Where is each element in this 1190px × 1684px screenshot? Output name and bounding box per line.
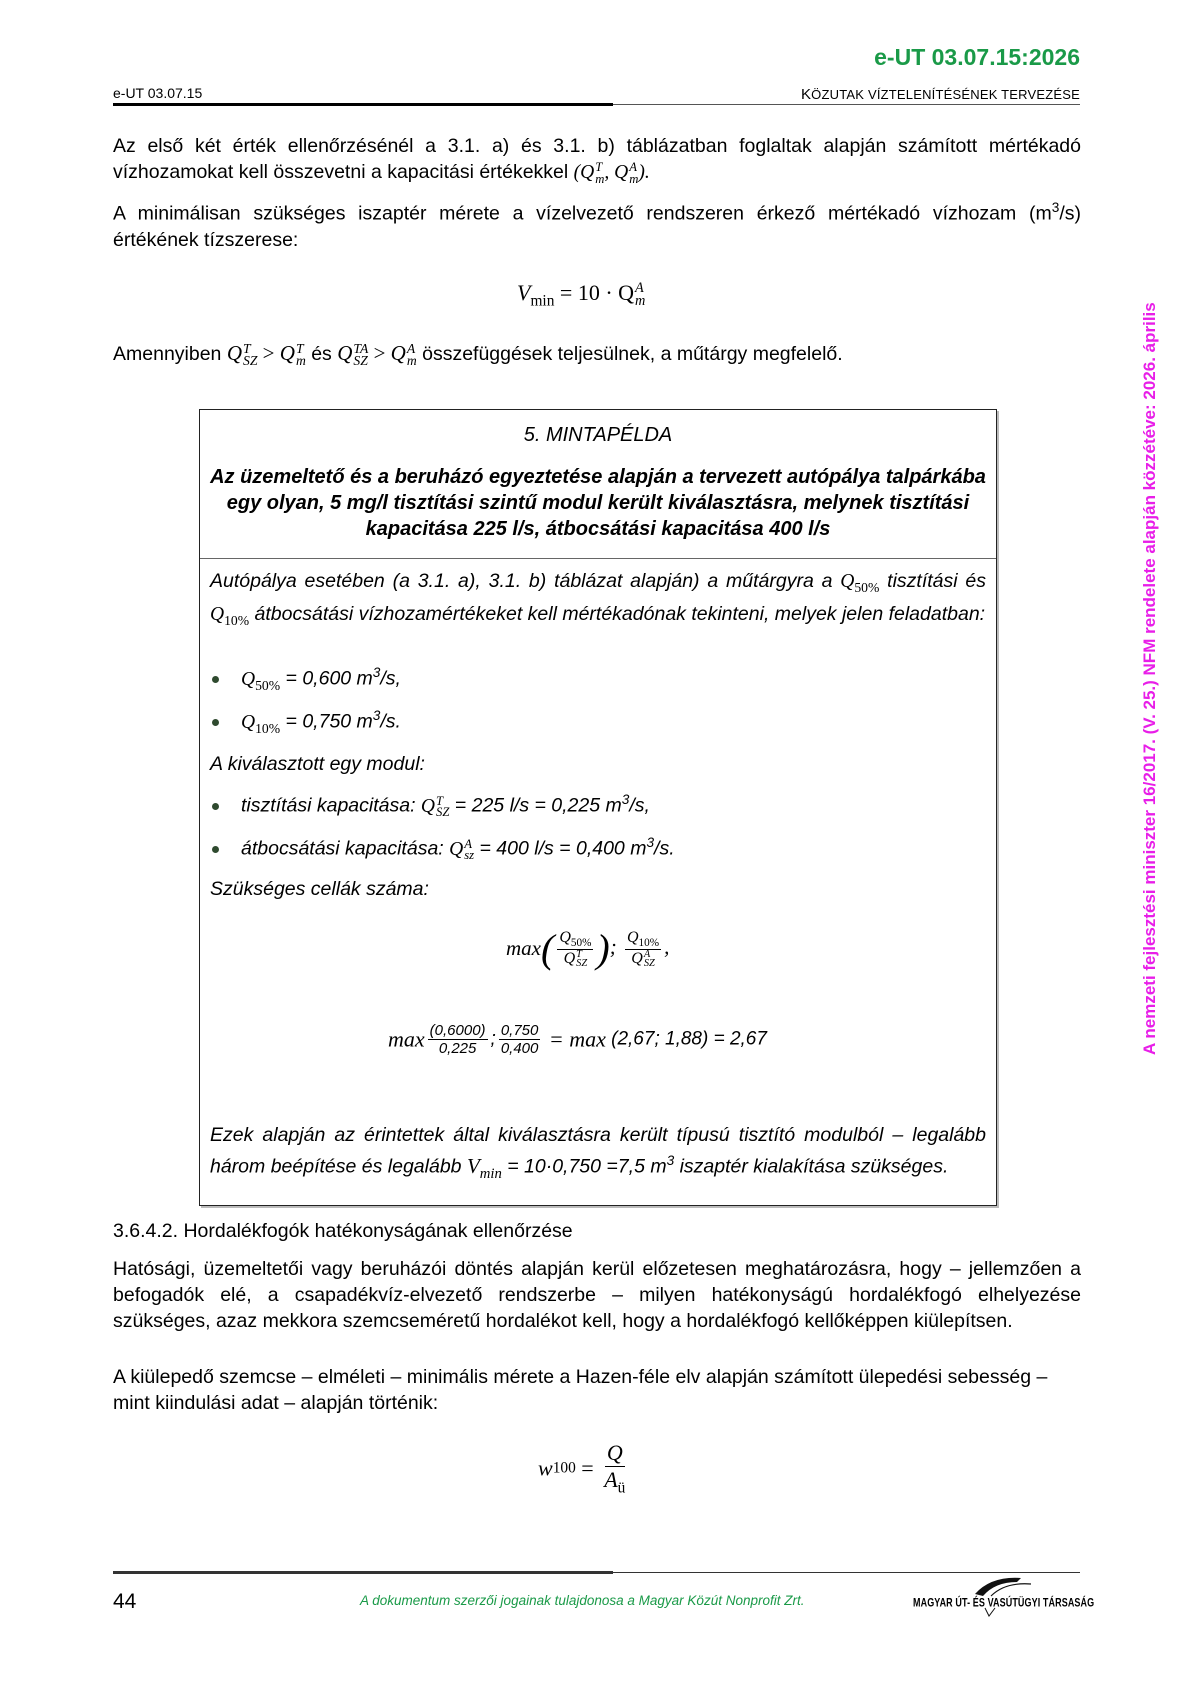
header-rule	[113, 104, 1080, 105]
bullet-dot-icon	[212, 719, 219, 726]
page-number: 44	[113, 1590, 137, 1613]
logo-text: MAGYAR ÚT- ÉS VASÚTÜGYI TÁRSASÁG	[913, 1596, 1095, 1609]
paragraph-text: Az első két érték ellenőrzésénél a 3.1. a) és 3.1. b) táblázatban foglaltak alapján számított mértékadó vízhozamokat kell összevetni a kapacitási értékekkel	[113, 135, 1081, 183]
example-intro: Autópálya esetében (a 3.1. a), 3.1. b) táblázat alapján) a műtárgyra a $Q_{50\%}$ tisztítási és $Q_{10\%}$ átbocsátási vízhozamértékeket kell mértékadónak tekinteni, melyek jelen feladatban:	[210, 570, 986, 628]
paragraph-condition: Amennyiben Q T SZ > Q T m és Q TA SZ > Q A m összefüggések teljesülnek, a műtárgy megfelelő.	[113, 340, 843, 369]
formula-vmin: $V_{min} = 10 \cdot Q$ A m	[517, 280, 646, 310]
example-intro-bold: Az üzemeltető és a beruházó egyeztetése alapján a tervezett autópálya talpárkába egy olyan, 5 mg/l tisztítási szintű modul került kiválasztásra, melynek tisztítási kapacitása 225 l/s, átbocsátási kapacitása 400 l/s	[210, 466, 986, 540]
bullet-dot-icon	[212, 846, 219, 853]
header-doc-id: e-UT 03.07.15	[113, 85, 203, 101]
capacity-formula: (Q T m , Q A m ).	[573, 160, 650, 186]
header-doc-title	[801, 86, 1080, 103]
example-divider	[200, 558, 996, 559]
formula-max-symbolic: max( $Q_{50\%}$ Q T SZ ); $Q_{10\%}$ Q A SZ ,	[506, 926, 670, 971]
standard-code: e-UT 03.07.15:2026	[874, 44, 1080, 70]
copyright-notice: A dokumentum szerzői jogainak tulajdonosa a Magyar Közút Nonprofit Zrt.	[360, 1593, 805, 1608]
bullet-q10: $Q_{10\%} = 0,750$ $m^3/s$.	[212, 708, 401, 736]
header-title-rest: ÖZUTAK VÍZTELENÍTÉSÉNEK TERVEZÉSE	[811, 87, 1080, 102]
bullet-throughput-capacity: átbocsátási kapacitása: Q A sz = 400 l/s = 0,400 $m^3/s$.	[212, 835, 675, 861]
formula-max-numeric: max $\frac{(0,6000)}{0,225}$ ; $\frac{0,750}{0,400}$ = max (2,67; 1,88) = 2,67	[388, 1022, 767, 1057]
example-conclusion: Ezek alapján az érintettek által kiválasztásra került típusú tisztító modulból – legalább három beépítése és legalább $V_{min} = 10\cdot 0,750 =7,5$ $m^3$ iszaptér kialakítása szükséges.	[210, 1124, 986, 1182]
header-title-initial: K	[800, 86, 812, 103]
bullet-q50: $Q_{50\%} = 0,600$ $m^3/s$,	[212, 665, 401, 693]
section-paragraph-1: Hatósági, üzemeltetői vagy beruházói döntés alapján kerül előzetesen meghatározásra, hogy – jellemzően a befogadók elé, a csapadékvíz-elvezető rendszerbe – milyen hatékonyságú hordalékfogó elhelyezése szükséges, azaz mekkora szemcseméretű hordalékot kell, hogy a hordalékfogó kellőképpen kiülepítsen.	[113, 1258, 1081, 1332]
section-heading: 3.6.4.2. Hordalékfogók hatékonyságának ellenőrzése	[113, 1220, 573, 1242]
formula-settling-velocity: w100 = $\frac{Q}{A_ü}$	[538, 1440, 626, 1497]
example-title: 5. MINTAPÉLDA	[523, 424, 673, 446]
paragraph-capacity-check	[113, 133, 1081, 186]
publisher-logo	[913, 1572, 1093, 1622]
bullet-dot-icon	[212, 803, 219, 810]
example-box	[199, 409, 997, 1206]
bullet-dot-icon	[212, 676, 219, 683]
bullet-treatment-capacity: tisztítási kapacitása: Q T SZ = 225 l/s = 0,225 $m^3/s$,	[212, 792, 650, 818]
cells-needed-label: Szükséges cellák száma:	[210, 878, 429, 900]
section-paragraph-2: A kiülepedő szemcse – elméleti – minimális mérete a Hazen-féle elv alapján számított ülepedési sebesség – mint kiindulási adat – alapján történik:	[113, 1366, 1048, 1414]
paragraph-sludge-volume: A minimálisan szükséges iszaptér mérete a vízelvezető rendszeren érkező mértékadó vízhozam $(m^3/s)$ értékének tízszerese:	[113, 200, 1081, 251]
publication-stamp: A nemzeti fejlesztési miniszter 16/2017. (V. 25.) NFM rendelete alapján közzétéve: 2026. április	[1140, 302, 1159, 1055]
selected-module-label: A kiválasztott egy modul:	[210, 753, 425, 775]
